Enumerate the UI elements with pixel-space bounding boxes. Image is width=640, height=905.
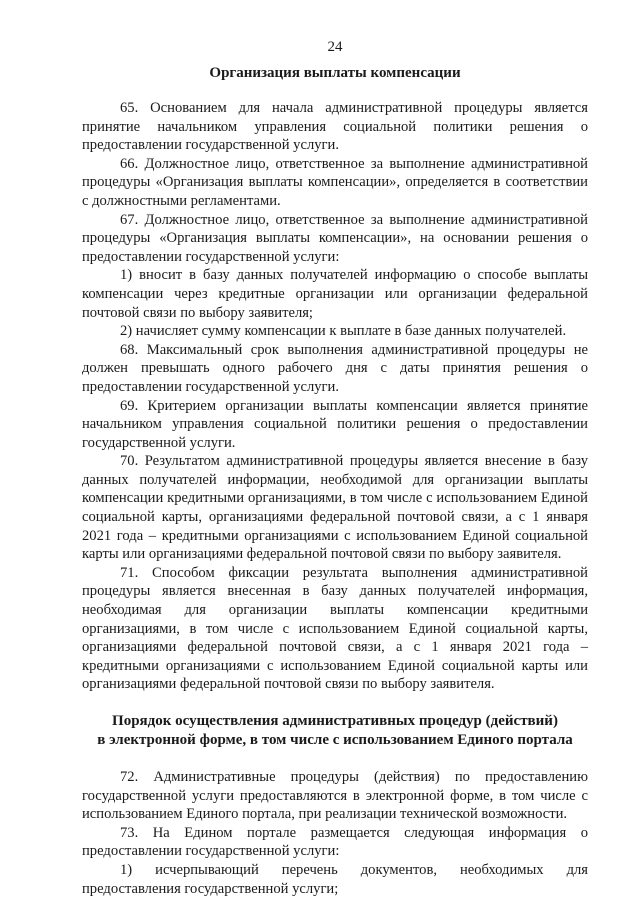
paragraph-72: 72. Административные процедуры (действия) по предоставлению государственной услуги предоставляются в электронной форме, в том числе с использованием Единого портала, при реализации технической возможности. bbox=[82, 769, 588, 823]
paragraph-67-item-2: 2) начисляет сумму компенсации к выплате в базе данных получателей. bbox=[120, 323, 567, 340]
paragraph-67: 67. Должностное лицо, ответственное за выполнение административной процедуры «Организация выплаты компенсации», на основании решения о предоставлении государственной услуги: bbox=[82, 211, 588, 265]
paragraph-70: 70. Результатом административной процедуры является внесение в базу данных получателей информации, необходимой для организации выплаты компенсации кредитными организациями, в том числе с использованием Единой социальной карты, организациями федеральной почтовой связи, а с 1 января 2021 года – кредитными организациями с использованием Единой социальной карты или организациями федеральной почтовой связи по выбору заявителя. bbox=[82, 453, 588, 563]
paragraph-67-item-1: 1) вносит в базу данных получателей информацию о способе выплаты компенсации через кредитные организации или организации федеральной почтовой связи по выбору заявителя; bbox=[82, 267, 588, 321]
paragraph-71: 71. Способом фиксации результата выполнения административной процедуры является внесенная в базу данных получателей информация, необходимая для организации выплаты компенсации кредитными организациями, в том числе с использованием Единой социальной карты, организациями федеральной почтовой связи, а с 1 января 2021 года – кредитными организациями с использованием Единой социальной карты или организациями федеральной почтовой связи по выбору заявителя. bbox=[82, 564, 588, 693]
section-title-electronic bbox=[82, 712, 588, 750]
page-number: 24 bbox=[327, 39, 343, 55]
section-title-line-2: в электронной форме, в том числе с использованием Единого портала bbox=[97, 732, 573, 748]
paragraph-66: 66. Должностное лицо, ответственное за выполнение административной процедуры «Организация выплаты компенсации», определяется в соответствии с должностными регламентами. bbox=[82, 155, 588, 209]
section-title-payment: Организация выплаты компенсации bbox=[209, 65, 461, 81]
paragraph-65: 65. Основанием для начала административной процедуры является принятие начальником управления социальной политики решения о предоставлении государственной услуги. bbox=[82, 100, 588, 154]
paragraph-68: 68. Максимальный срок выполнения административной процедуры не должен превышать одного рабочего дня с даты принятия решения о предоставлении государственной услуги. bbox=[82, 341, 588, 395]
section-title-line-1: Порядок осуществления административных процедур (действий) bbox=[112, 713, 558, 729]
paragraph-73-item-1: 1) исчерпывающий перечень документов, необходимых для предоставления государственной услуги; bbox=[82, 861, 588, 897]
paragraph-69: 69. Критерием организации выплаты компенсации является принятие начальником управления социальной политики решения о предоставлении государственной услуги. bbox=[82, 397, 588, 451]
paragraph-73: 73. На Едином портале размещается следующая информация о предоставлении государственной услуги: bbox=[82, 824, 588, 860]
